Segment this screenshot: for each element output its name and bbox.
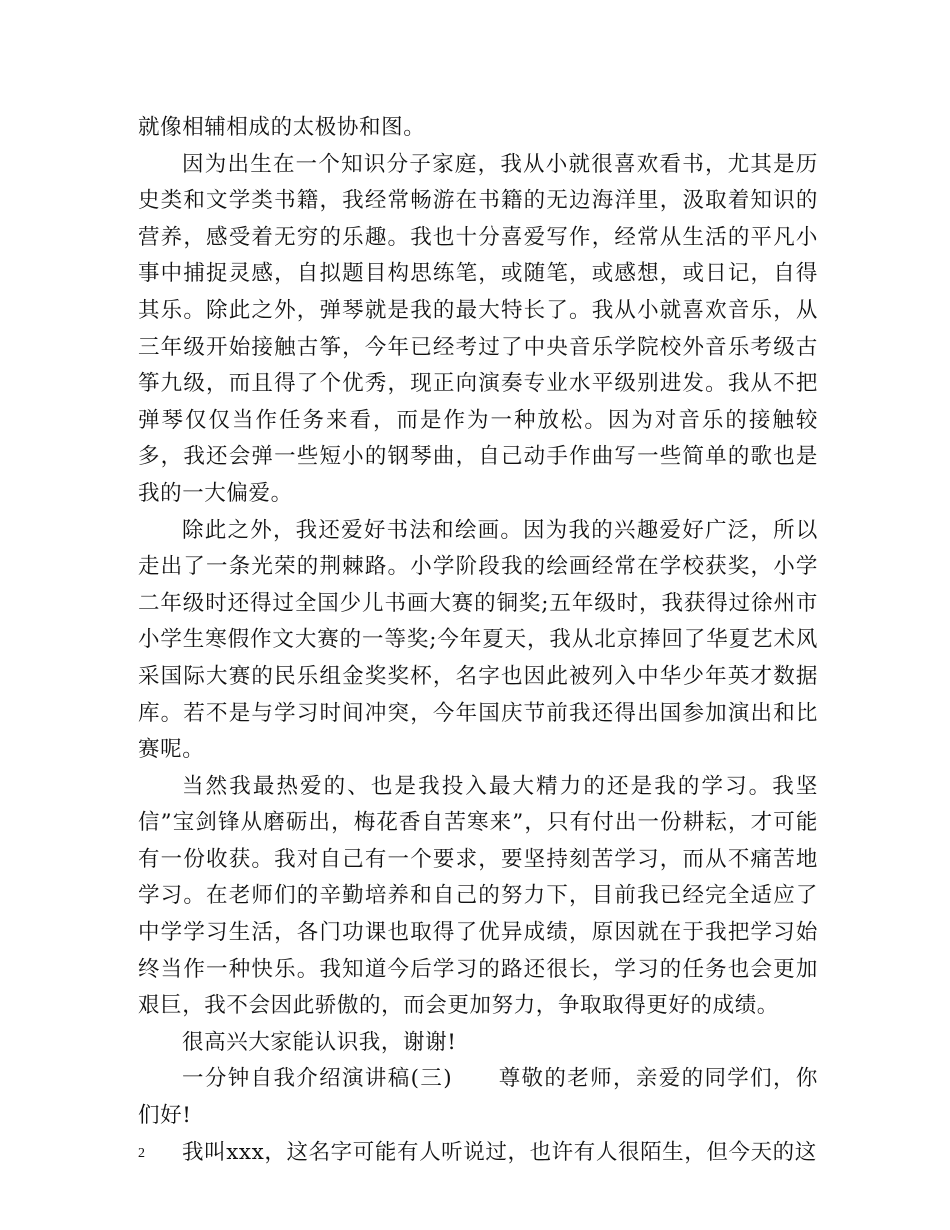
page-number: 2	[138, 1146, 145, 1161]
paragraph-5: 很高兴大家能认识我，谢谢!	[182, 1029, 457, 1055]
paragraph-4: 当然我最热爱的、也是我投入最大精力的还是我的学习。我坚信”宝剑锋从磨砺出，梅花香自苦寒来”，只有付出一份耕耘，才可能有一份收获。我对自己有一个要求，要坚持刻苦学习，而从不痛苦地学习。在老师们的辛勤培养和自己的努力下，目前我已经完全适应了中学学习生活，各门功课也取得了优异成绩，原因就在于我把学习始终当作一种快乐。我知道今后学习的路还很长，学习的任务也会更加艰巨，我不会因此骄傲的，而会更加努力，争取取得更好的成绩。	[138, 773, 818, 1019]
paragraph-7: 我叫xxx，这名字可能有人听说过，也许有人很陌生，但今天的这	[182, 1139, 817, 1165]
document-body	[138, 110, 818, 1171]
paragraph-3: 除此之外，我还爱好书法和绘画。因为我的兴趣爱好广泛，所以走出了一条光荣的荆棘路。小学阶段我的绘画经常在学校获奖，小学二年级时还得过全国少儿书画大赛的铜奖;五年级时，我获得过徐州市小学生寒假作文大赛的一等奖;今年夏天，我从北京捧回了华夏艺术风采国际大赛的民乐组金奖奖杯，名字也因此被列入中华少年英才数据库。若不是与学习时间冲突，今年国庆节前我还得出国参加演出和比赛呢。	[138, 517, 818, 763]
paragraph-6: 一分钟自我介绍演讲稿(三) 尊敬的老师，亲爱的同学们，你们好!	[138, 1066, 818, 1129]
paragraph-1: 就像相辅相成的太极协和图。	[138, 115, 426, 140]
paragraph-2: 因为出生在一个知识分子家庭，我从小就很喜欢看书，尤其是历史类和文学类书籍，我经常畅游在书籍的无边海洋里，汲取着知识的营养，感受着无穷的乐趣。我也十分喜爱写作，经常从生活的平凡小事中捕捉灵感，自拟题目构思练笔，或随笔，或感想，或日记，自得其乐。除此之外，弹琴就是我的最大特长了。我从小就喜欢音乐，从三年级开始接触古筝，今年已经考过了中央音乐学院校外音乐考级古筝九级，而且得了个优秀，现正向演奏专业水平级别进发。我从不把弹琴仅仅当作任务来看，而是作为一种放松。因为对音乐的接触较多，我还会弹一些短小的钢琴曲，自己动手作曲写一些简单的歌也是我的一大偏爱。	[138, 151, 818, 506]
